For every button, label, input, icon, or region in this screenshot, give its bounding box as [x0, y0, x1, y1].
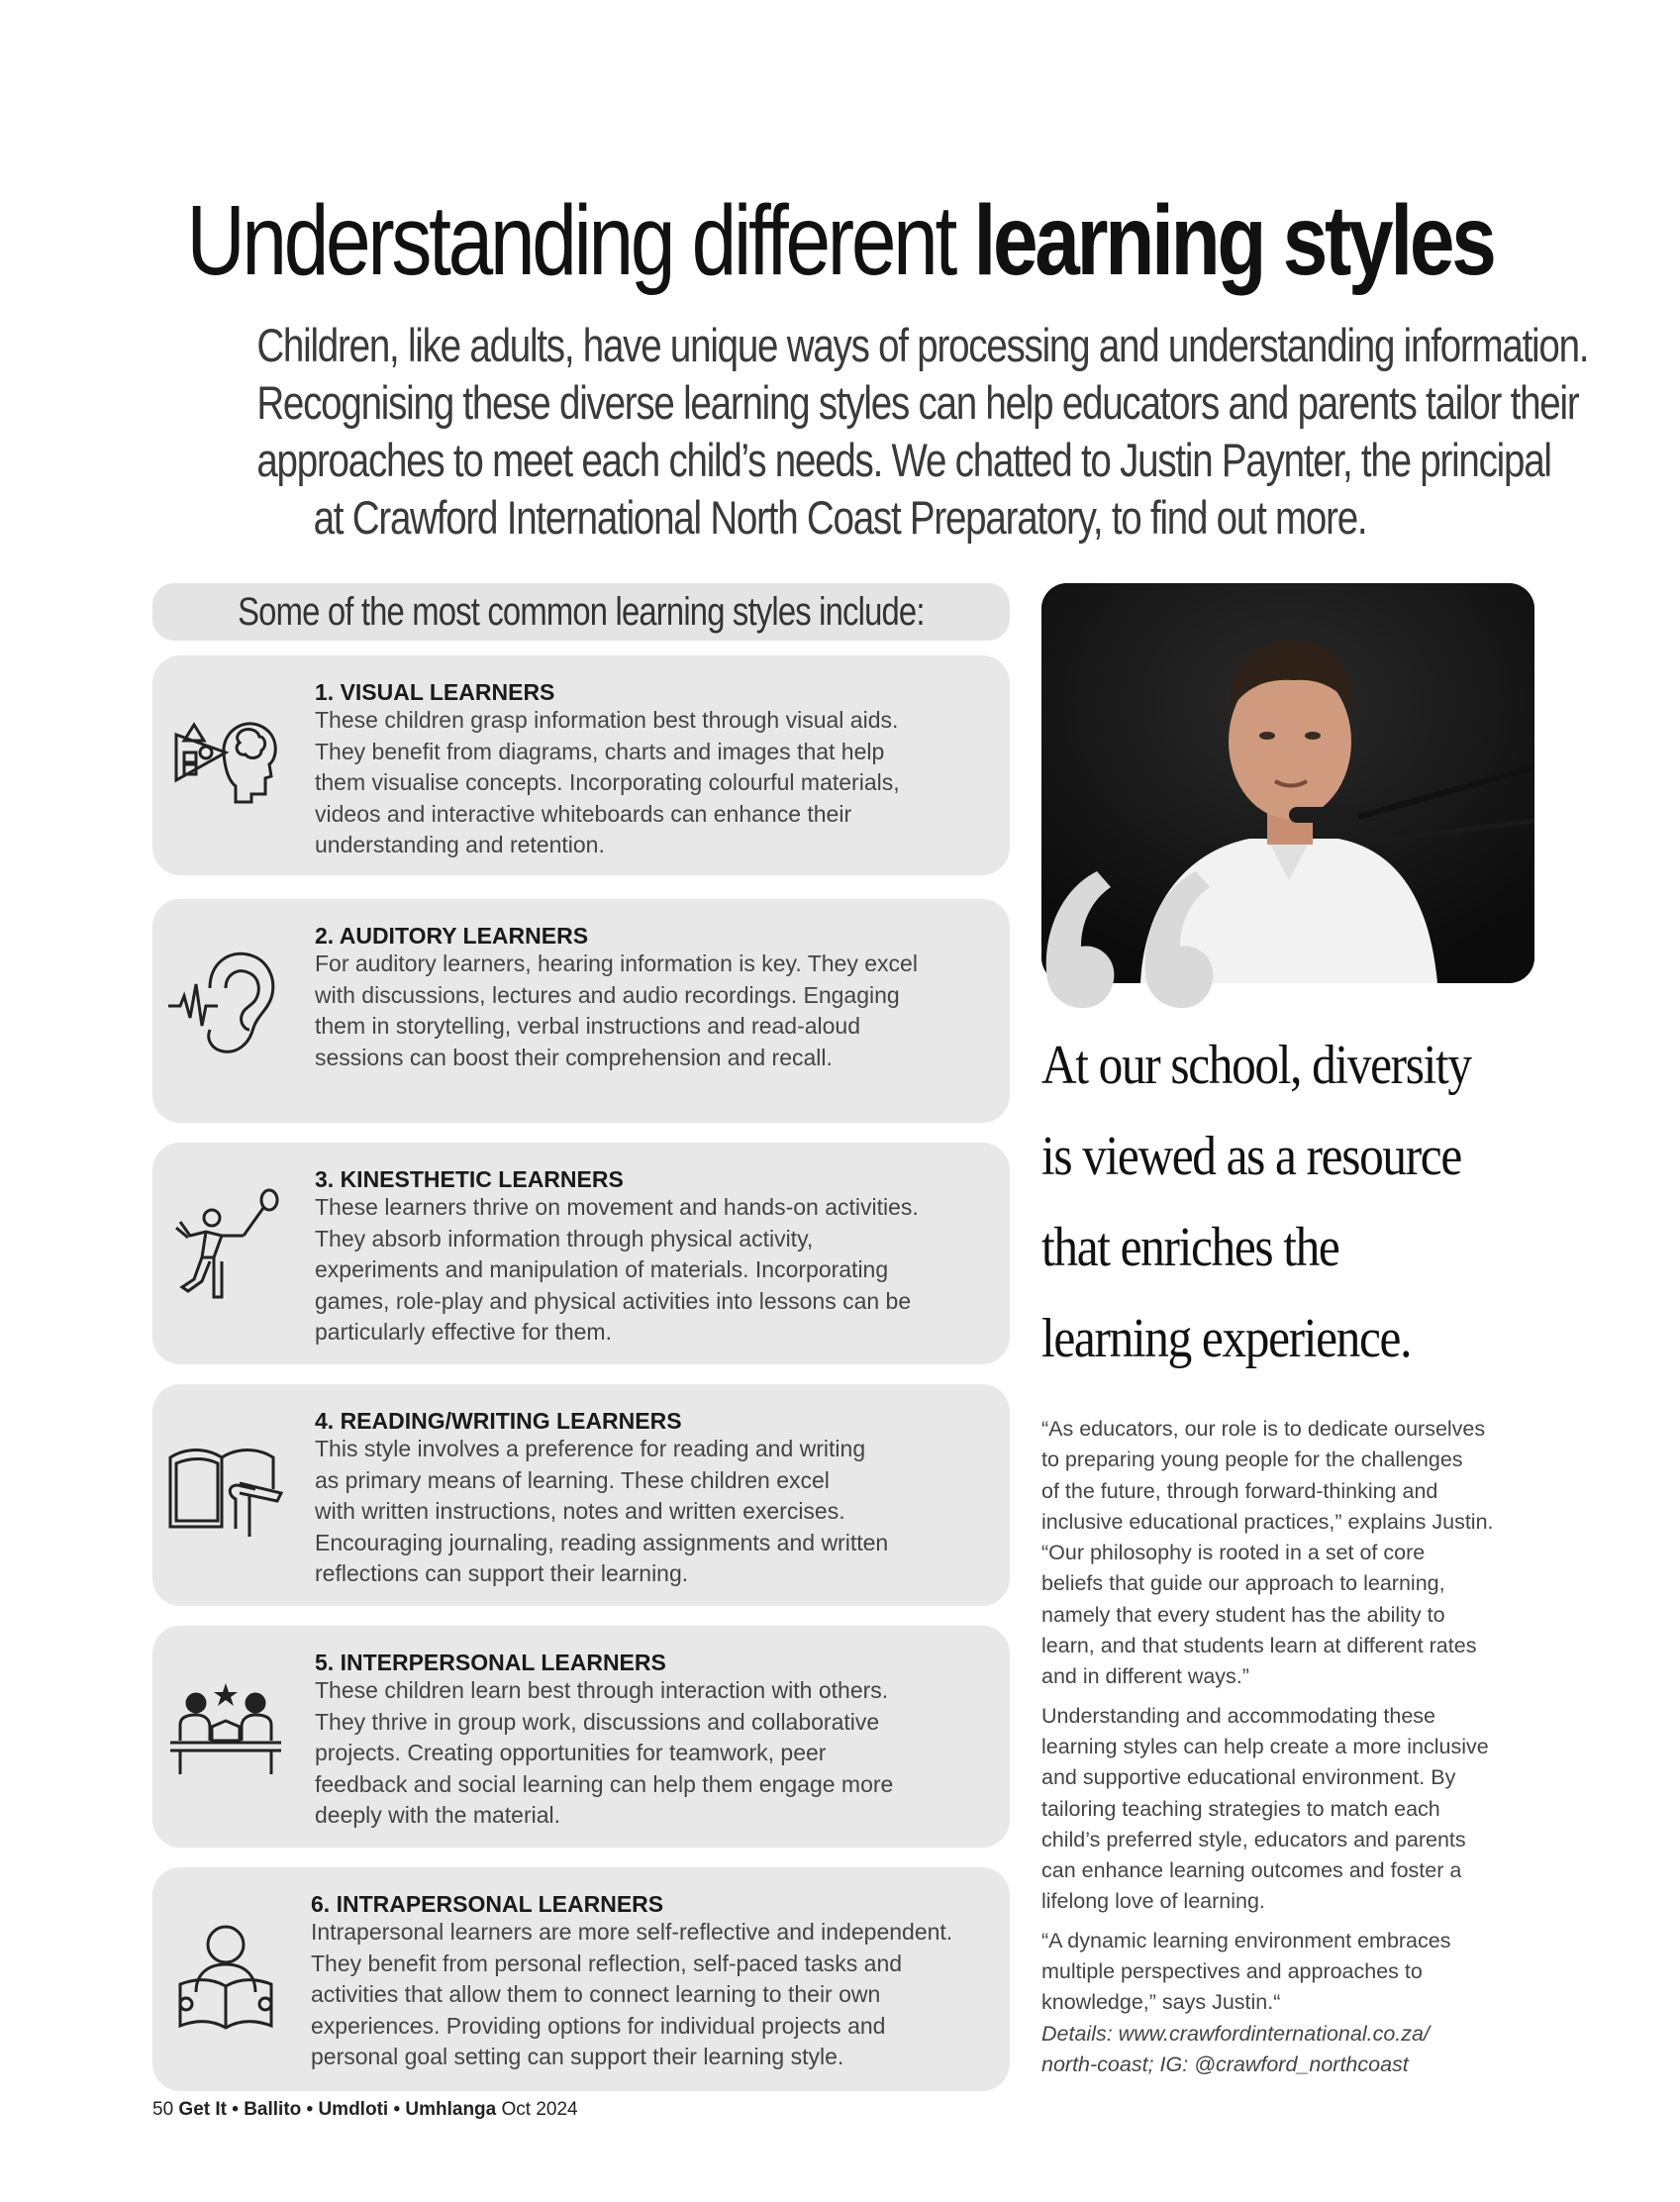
article-paragraph: Understanding and accommodating these learning styles can help create a more inclusive and supportive educational environment. By tailoring teaching strategies to match each child’s preferred style, educators and parents can enhance learning outcomes and foster a lifelong love of learning. [1041, 1703, 1489, 1914]
article-paragraph: “As educators, our role is to dedicate ourselves to preparing young people for the challenges of the future, through forward-thinking and inclusive educational practices,” explains Justin. “Our philosophy is rooted in a set of core beliefs that guide our approach to learning, namely that every student has the ability to learn, and that students learn at different rates and in different ways.” [1041, 1417, 1494, 1689]
card-body: These learners thrive on movement and hands-on activities. They absorb information through physical activity, experiments and manipulation of materials. Incorporating games, role-play and physical activities into lessons can be particularly effective for them. [315, 1194, 919, 1345]
intro-line: Recognising these diverse learning styles can help educators and parents tailor their [256, 376, 1579, 429]
card-heading: 5. INTERPERSONAL LEARNERS [315, 1650, 666, 1675]
card-kinesthetic-learners [152, 1143, 1010, 1364]
card-heading: 6. INTRAPERSONAL LEARNERS [311, 1891, 664, 1917]
card-reading-writing-learners [152, 1384, 1010, 1606]
details-social[interactable]: north-coast; IG: @crawford_northcoast [1041, 2052, 1409, 2076]
card-interpersonal-learners [152, 1626, 1010, 1848]
card-heading: 3. KINESTHETIC LEARNERS [315, 1166, 624, 1192]
visual-learner-icon [166, 703, 285, 822]
intro-paragraph [256, 317, 1589, 547]
intro-line: approaches to meet each child’s needs. We chatted to Justin Paynter, the principal [256, 434, 1551, 486]
card-heading: 1. VISUAL LEARNERS [315, 679, 555, 705]
card-auditory-learners [152, 899, 1010, 1123]
ear-icon [166, 945, 285, 1063]
person-reading-icon [166, 1923, 285, 2042]
article-paragraph: “A dynamic learning environment embraces multiple perspectives and approaches to knowledge,” says Justin.“ Details: www.crawfordinternational.co.za/ north-coast; IG: @crawford_northcoast [1041, 1926, 1536, 2080]
pull-quote: At our school, diversity is viewed as a resource that enriches the learning experience. [1041, 1035, 1471, 1369]
card-body: These children grasp information best through visual aids. They benefit from diagrams, charts and images that help them visualise concepts. Incorporating colourful materials, videos and interactive whiteboards can enhance their understanding and retention. [315, 707, 900, 857]
book-writing-icon [166, 1434, 285, 1552]
magazine-area: • Ballito • Umdloti • Umhlanga [226, 2099, 497, 2120]
card-visual-learners [152, 655, 1010, 875]
intro-line: Children, like adults, have unique ways of processing and understanding information. [256, 319, 1589, 371]
badminton-player-icon [166, 1188, 285, 1307]
magazine-name: Get It [178, 2099, 227, 2120]
intro-line: at Crawford International North Coast Preparatory, to find out more. [313, 491, 1367, 544]
page-footer [152, 2099, 578, 2121]
group-study-icon [166, 1675, 285, 1794]
card-body: These children learn best through interaction with others. They thrive in group work, discussions and collaborative projects. Creating opportunities for teamwork, peer feedback and social learning can help them engage more deeply with the material. [315, 1677, 894, 1828]
title-bold: learning styles [973, 185, 1494, 296]
page-title [151, 186, 1530, 295]
article-body [1041, 1414, 1536, 2088]
details-link[interactable]: Details: www.crawfordinternational.co.za/ [1041, 2021, 1430, 2046]
card-heading: 4. READING/WRITING LEARNERS [315, 1408, 682, 1434]
card-heading: 2. AUDITORY LEARNERS [315, 923, 589, 949]
issue-date: Oct 2024 [496, 2099, 578, 2120]
styles-header: Some of the most common learning styles include: [152, 583, 1010, 641]
card-body: Intrapersonal learners are more self-reflective and independent. They benefit from personal reflection, self-paced tasks and activities that allow them to connect learning to their own experiences. Providing options for individual projects and personal goal setting can support their learning style. [311, 1919, 953, 2069]
card-intrapersonal-learners [152, 1867, 1010, 2091]
quote-mark-icon [1038, 851, 1235, 1030]
title-regular: Understanding different [186, 185, 974, 296]
card-body: For auditory learners, hearing information is key. They excel with discussions, lectures and audio recordings. Engaging them in storytelling, verbal instructions and read-aloud sessions can boost their comprehension and recall. [315, 951, 918, 1070]
card-body: This style involves a preference for reading and writing as primary means of learning. These children excel with written instructions, notes and written exercises. Encouraging journaling, reading assignments and written reflections can support their learning. [315, 1436, 889, 1586]
page-number: 50 [152, 2099, 174, 2120]
